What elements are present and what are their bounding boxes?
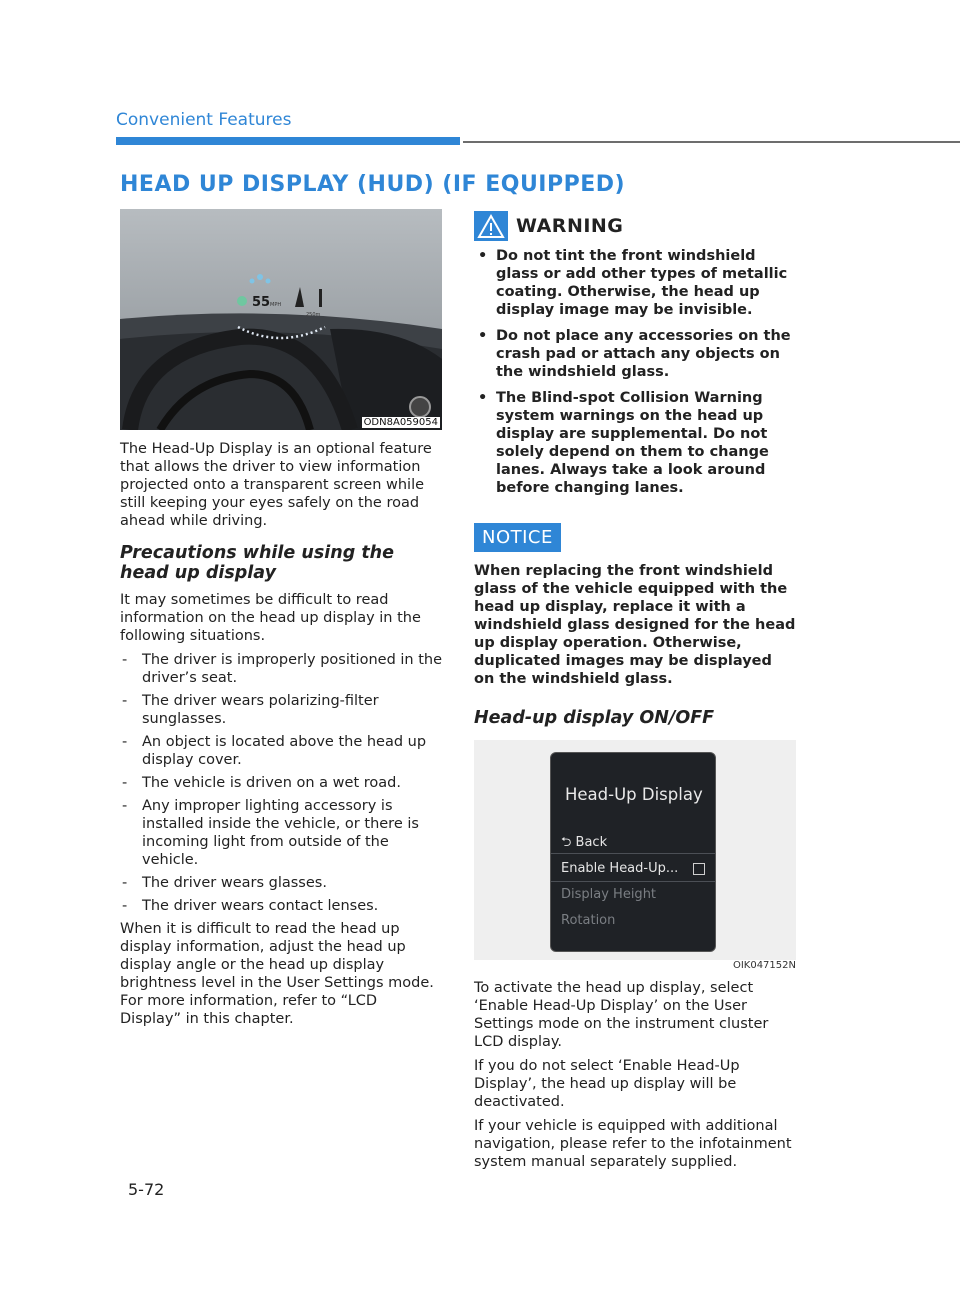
warning-title: WARNING [516, 215, 624, 237]
lcd-menu-title: Head-Up Display [565, 785, 703, 804]
intro-paragraph: The Head-Up Display is an optional feature that allows the driver to view information projected onto a transparent screen while still keeping your eyes safely on the road ahead while driving. [120, 441, 432, 529]
running-header: Convenient Features [116, 110, 292, 130]
closing-paragraph: When it is difficult to read the head up display information, adjust the head up display angle or the head up display brightness level in the User Settings mode. For more information, refer to “LCD Display” in this chapter. [120, 921, 434, 1027]
figure-code: OIK047152N [732, 960, 796, 971]
hud-dashboard-figure [120, 209, 442, 430]
list-item: • Do not place any accessories on the crash pad or attach any objects on the windshield glass. [474, 327, 796, 381]
list-item: - The driver wears contact lenses. [120, 897, 442, 915]
hud-unit-text: MPH [270, 302, 282, 308]
list-item: - An object is located above the head up display cover. [120, 733, 442, 769]
page-number: 5-72 [128, 1180, 165, 1199]
lcd-height-item: Display Height [561, 887, 657, 902]
warning-header [474, 211, 796, 241]
checkbox-icon [693, 863, 705, 875]
figure-code: ODN8A059054 [363, 417, 438, 428]
lcd-divider [551, 881, 715, 882]
section-heading: HEAD UP DISPLAY (HUD) (IF EQUIPPED) [120, 172, 626, 197]
list-item: - The driver is improperly positioned in the driver’s seat. [120, 651, 442, 687]
header-accent-bar [116, 137, 460, 145]
list-item: - The driver wears polarizing-filter sunglasses. [120, 692, 442, 728]
right-column [474, 211, 796, 1171]
header-rule [463, 141, 960, 143]
lcd-rotation-item: Rotation [561, 913, 616, 928]
lcd-divider [551, 853, 715, 854]
lcd-display-figure [474, 740, 796, 960]
cluster-lcd-screen [550, 752, 716, 952]
list-item: - The driver wears glasses. [120, 874, 442, 892]
hud-speed-text: 55 [252, 295, 271, 310]
lcd-back-item: ⮌ Back [561, 835, 608, 850]
navigation-paragraph: If your vehicle is equipped with additional navigation, please refer to the infotainment system manual separately supplied. [474, 1118, 792, 1170]
list-item: - Any improper lighting accessory is installed inside the vehicle, or there is incoming light from outside of the vehicle. [120, 797, 442, 869]
list-item: • Do not tint the front windshield glass or add other types of metallic coating. Otherwise, the head up display image may be invisible. [474, 247, 796, 319]
hud-dashboard-illustration [120, 209, 442, 430]
precautions-heading: Precautions while using the head up display [120, 543, 395, 583]
left-column [120, 209, 442, 1028]
activate-paragraph: To activate the head up display, select ‘Enable Head-Up Display’ on the User Settings mode on the instrument cluster LCD display. [474, 980, 769, 1050]
notice-text: When replacing the front windshield glass of the vehicle equipped with the head up display, replace it with a windshield glass designed for the head up display operation. Otherwise, duplicated images may be displayed on the windshield glass. [474, 563, 796, 687]
hud-distance-text: 250m [306, 312, 321, 318]
precautions-intro: It may sometimes be difficult to read information on the head up display in the following situations. [120, 592, 421, 644]
list-item: - The vehicle is driven on a wet road. [120, 774, 442, 792]
onoff-heading: Head-up display ON/OFF [474, 708, 715, 728]
situations-list [120, 651, 442, 915]
deactivate-paragraph: If you do not select ‘Enable Head-Up Display’, the head up display will be deactivated. [474, 1058, 740, 1110]
warning-list [474, 247, 796, 497]
warning-icon [474, 211, 508, 241]
notice-badge: NOTICE [474, 523, 561, 552]
lcd-enable-item: Enable Head-Up... [561, 861, 679, 876]
list-item: • The Blind-spot Collision Warning system warnings on the head up display are supplemental. Do not solely depend on them to change lanes. Always take a look around before changing lanes. [474, 389, 796, 497]
